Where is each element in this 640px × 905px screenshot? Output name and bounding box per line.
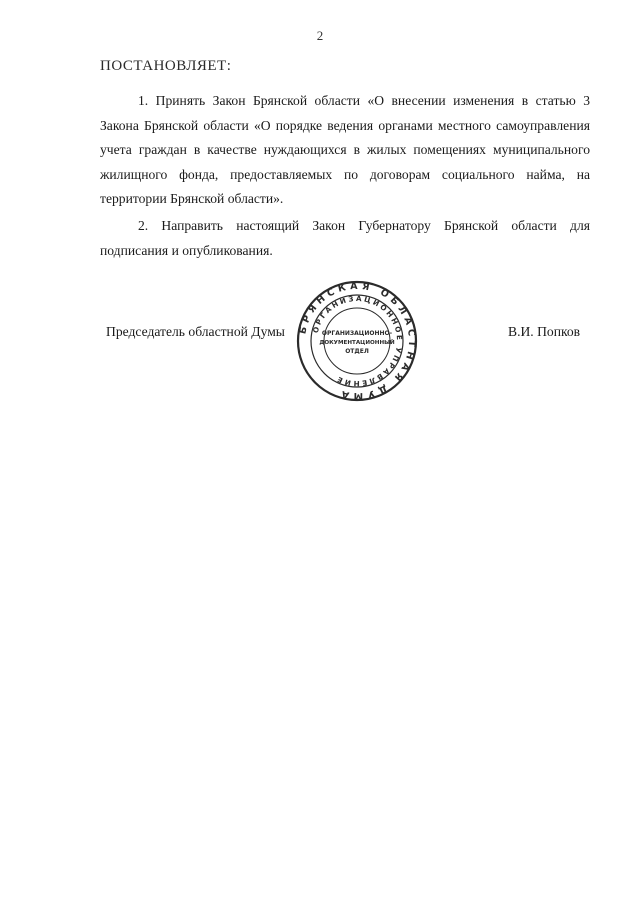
stamp-outer-text: БРЯНСКАЯ ОБЛАСТНАЯ ДУМА (297, 280, 418, 402)
paragraph-2: 2. Направить настоящий Закон Губернатору Брянской области для подписания и опубликования. (100, 218, 590, 258)
signatory-name: В.И. Попков (508, 324, 581, 339)
page-number: 2 (316, 28, 324, 43)
signature-title: Председатель областной Думы (106, 324, 285, 339)
stamp-center-line-1: ОРГАНИЗАЦИОННО- (321, 330, 393, 337)
official-stamp (296, 280, 418, 402)
stamp-center-line-3: ОТДЕЛ (345, 348, 369, 355)
paragraph-1: 1. Принять Закон Брянской области «О внесении изменения в статью 3 Закона Брянской области «О порядке ведения органами местного самоуправления учета граждан в качестве нуждающихся в жилых помещениях муниципального жилищного фонда, предоставляемых по договорам социального найма, на территории Брянской области». (100, 93, 590, 206)
stamp-center-line-2: ДОКУМЕНТАЦИОННЫЙ (319, 340, 395, 346)
decree-heading: ПОСТАНОВЛЯЕТ: (100, 58, 232, 74)
stamp-inner-text: ОРГАНИЗАЦИОННОЕ УПРАВЛЕНИЕ (310, 293, 405, 389)
